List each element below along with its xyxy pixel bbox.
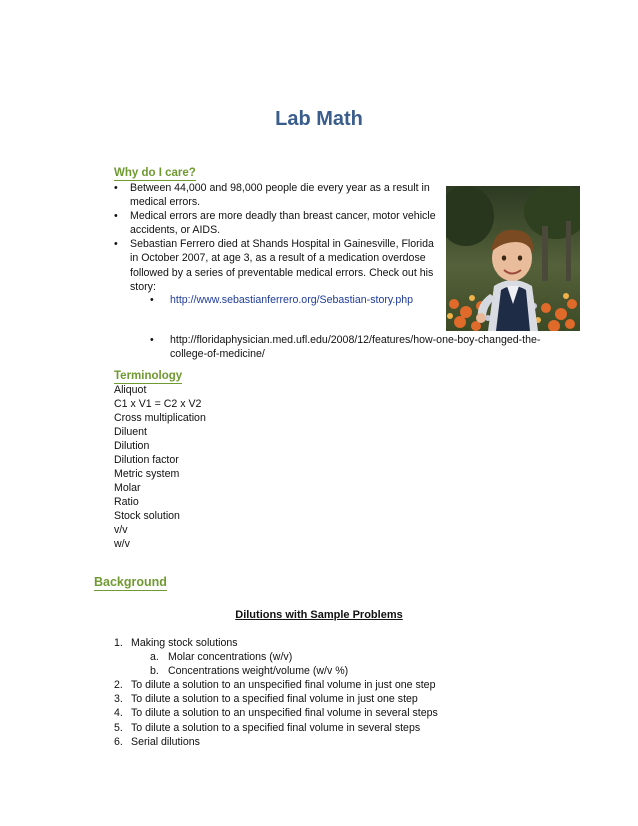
- story-link-1[interactable]: http://www.sebastianferrero.org/Sebastian-story.php: [170, 294, 413, 306]
- bullet-glyph: •: [114, 182, 118, 194]
- background-heading: Background: [94, 575, 167, 589]
- page-title: Lab Math: [275, 108, 363, 130]
- list-text: Molar concentrations (w/v): [168, 651, 293, 664]
- list-number: 4.: [114, 707, 123, 720]
- list-text: To dilute a solution to an unspecified final volume in several steps: [131, 707, 438, 720]
- term-item: Stock solution: [114, 510, 180, 522]
- list-item: [114, 636, 438, 650]
- term-item: Dilution factor: [114, 454, 179, 466]
- list-number: 1.: [114, 637, 123, 649]
- term-item: Dilution: [114, 440, 150, 452]
- term-item: Metric system: [114, 468, 180, 480]
- term-item: Molar: [114, 482, 141, 494]
- why-bullet-item: [114, 237, 444, 293]
- term-item: v/v: [114, 524, 128, 536]
- term-item: Diluent: [114, 426, 147, 438]
- bullet-glyph: •: [150, 334, 154, 346]
- why-bullet-text: Between 44,000 and 98,000 people die every year as a result in medical errors.: [130, 182, 430, 209]
- bullet-glyph: •: [114, 238, 118, 251]
- why-bullet-item: [114, 181, 444, 209]
- story-link-item: [150, 333, 550, 361]
- terminology-list: [114, 383, 206, 551]
- list-text: To dilute a solution to a specified final volume in just one step: [131, 693, 418, 706]
- list-number: 3.: [114, 693, 123, 706]
- list-subitem: [114, 650, 438, 664]
- list-number: 5.: [114, 721, 123, 734]
- term-item: Ratio: [114, 496, 139, 508]
- list-item: [114, 706, 438, 720]
- list-letter: b.: [150, 665, 159, 678]
- list-item: [114, 678, 438, 692]
- story-link-item: [150, 293, 440, 307]
- story-link-2[interactable]: http://floridaphysician.med.ufl.edu/2008/12/features/how-one-boy-changed-the-college-of-medicine/: [170, 334, 541, 361]
- list-text: To dilute a solution to a specified final volume in several steps: [131, 721, 421, 734]
- why-bullet-list: [114, 181, 444, 294]
- term-item: w/v: [114, 538, 130, 550]
- dilutions-subtitle: Dilutions with Sample Problems: [235, 609, 403, 621]
- list-number: 6.: [114, 735, 123, 748]
- why-heading: Why do I care?: [114, 167, 196, 179]
- dilution-topics-list: [114, 636, 438, 749]
- bullet-glyph: •: [150, 294, 154, 306]
- list-letter: a.: [150, 651, 159, 664]
- child-photo: [446, 186, 580, 331]
- bullet-glyph: •: [114, 210, 118, 223]
- list-text: Serial dilutions: [131, 735, 200, 748]
- term-item: C1 x V1 = C2 x V2: [114, 398, 202, 410]
- why-bullet-item: [114, 209, 444, 237]
- list-text: To dilute a solution to an unspecified final volume in just one step: [131, 679, 436, 692]
- term-item: Cross multiplication: [114, 412, 206, 424]
- list-subitem: [114, 664, 438, 678]
- list-item: [114, 735, 438, 749]
- list-item: [114, 692, 438, 706]
- list-item: [114, 721, 438, 735]
- list-text: Concentrations weight/volume (w/v %): [168, 665, 349, 678]
- why-bullet-text: Medical errors are more deadly than breast cancer, motor vehicle accidents, or AIDS.: [130, 210, 436, 237]
- list-number: 2.: [114, 679, 123, 692]
- terminology-heading: Terminology: [114, 370, 183, 382]
- list-text: Making stock solutions: [131, 637, 238, 649]
- term-item: Aliquot: [114, 384, 147, 396]
- why-bullet-text: Sebastian Ferrero died at Shands Hospital in Gainesville, Florida in October 2007, at age 3, as a result of a medication overdose followed by a series of preventable medical errors. Check out his story:: [130, 238, 434, 293]
